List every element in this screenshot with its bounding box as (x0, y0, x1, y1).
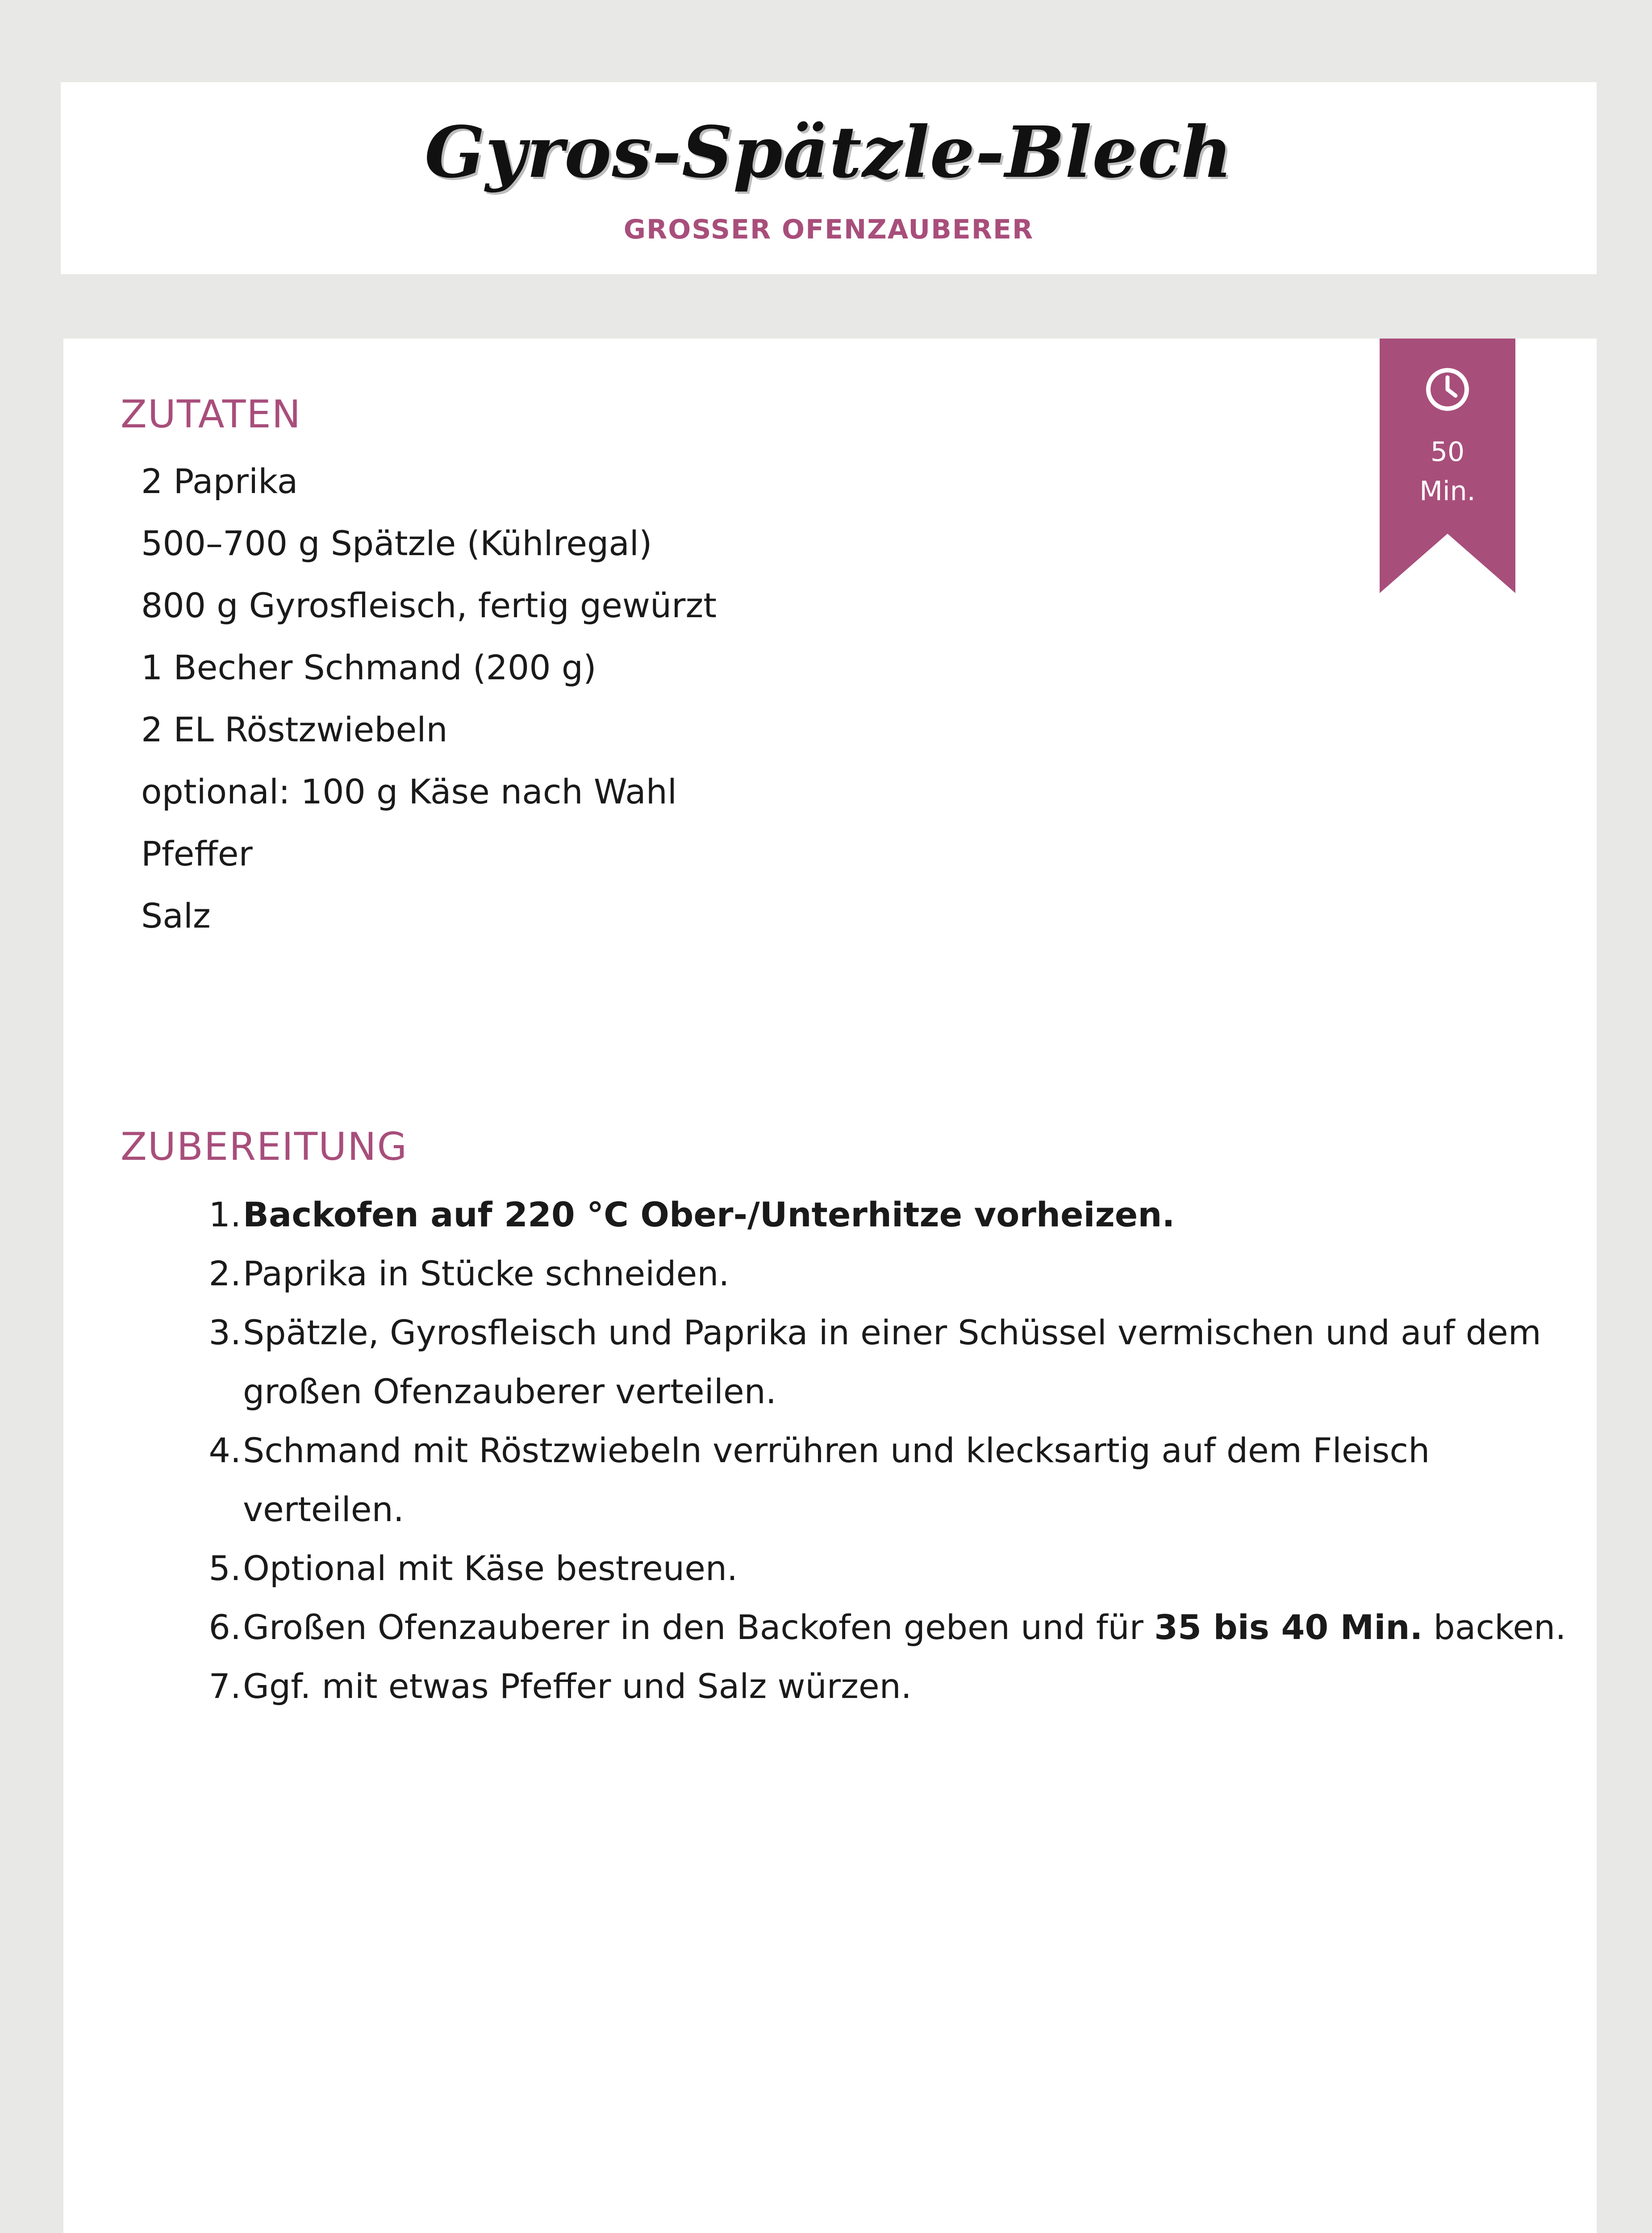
preparation-step (141, 1303, 1574, 1421)
step-text (243, 1607, 1566, 1647)
recipe-title: Gyros-Spätzle-Blech (425, 111, 1233, 194)
ingredient-item: optional: 100 g Käse nach Wahl (141, 772, 677, 811)
step-text: Spätzle, Gyrosfleisch und Paprika in einer Schüssel vermischen und auf dem großen Ofenzauberer verteilen. (243, 1313, 1541, 1411)
step-text: Optional mit Käse bestreuen. (243, 1548, 738, 1588)
title-card (61, 82, 1597, 274)
recipe-card (63, 339, 1597, 2233)
preparation-steps (141, 1185, 1574, 1716)
step-number: 5. (209, 1548, 241, 1588)
preparation-step (141, 1539, 1574, 1598)
ingredient-item: 500–700 g Spätzle (Kühlregal) (141, 523, 652, 563)
preparation-step (141, 1598, 1574, 1657)
preparation-step (141, 1185, 1574, 1244)
ingredient-item: 1 Becher Schmand (200 g) (141, 648, 597, 687)
step-text: Schmand mit Röstzwiebeln verrühren und klecksartig auf dem Fleisch verteilen. (243, 1430, 1430, 1529)
step-number: 4. (209, 1430, 241, 1470)
ingredients-heading: ZUTATEN (121, 392, 302, 437)
step-number: 7. (209, 1666, 241, 1706)
ingredients-list (141, 450, 717, 947)
step-text-part: Großen Ofenzauberer in den Backofen geben und für (243, 1607, 1155, 1647)
step-number: 6. (209, 1607, 241, 1647)
time-unit: Min. (1419, 476, 1476, 507)
step-text-part: backen. (1423, 1607, 1566, 1647)
time-value: 50 (1430, 436, 1465, 468)
step-number: 3. (209, 1313, 241, 1352)
step-number: 2. (209, 1254, 241, 1293)
preparation-step (141, 1244, 1574, 1303)
step-text: Paprika in Stücke schneiden. (243, 1254, 730, 1293)
step-text: Ggf. mit etwas Pfeffer und Salz würzen. (243, 1666, 912, 1706)
ingredient-item: 800 g Gyrosfleisch, fertig gewürzt (141, 585, 717, 625)
time-badge (1380, 339, 1515, 593)
ingredient-item: 2 Paprika (141, 461, 298, 501)
step-text: Backofen auf 220 °C Ober-/Unterhitze vorheizen. (243, 1195, 1175, 1234)
ingredient-item: Salz (141, 896, 211, 936)
ingredient-item: Pfeffer (141, 834, 253, 874)
recipe-subtitle: GROSSER OFENZAUBERER (623, 214, 1034, 245)
ingredient-item: 2 EL Röstzwiebeln (141, 710, 448, 749)
preparation-heading: ZUBEREITUNG (121, 1125, 408, 1169)
preparation-step (141, 1421, 1574, 1539)
preparation-step (141, 1657, 1574, 1716)
step-bake-time: 35 bis 40 Min. (1154, 1607, 1423, 1647)
step-number: 1. (209, 1195, 241, 1234)
